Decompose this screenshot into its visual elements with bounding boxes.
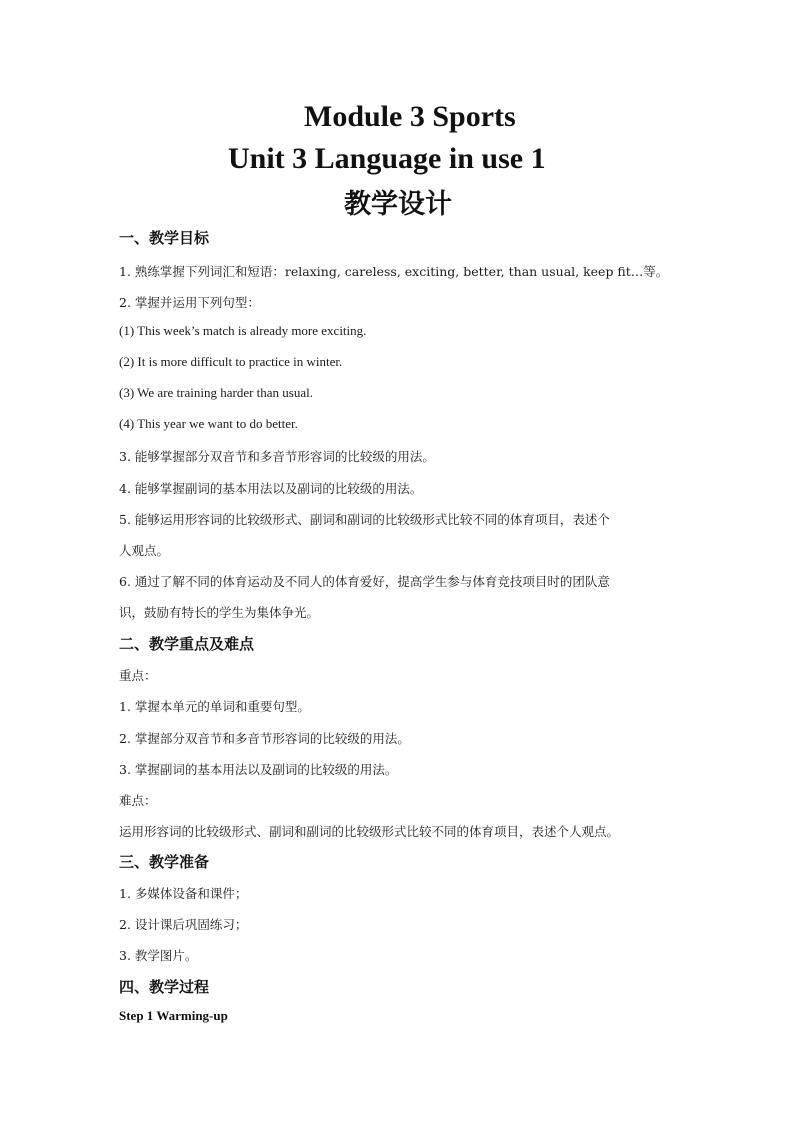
difficult-label: 难点： <box>119 793 157 808</box>
preparation-item: 2. 设计课后巩固练习； <box>119 917 248 932</box>
objective-item: 3. 能够掌握部分双音节和多音节形容词的比较级的用法。 <box>119 449 435 464</box>
sentence-pattern: (4) This year we want to do better. <box>119 416 298 431</box>
objective-item-continued: 人观点。 <box>119 543 170 558</box>
sentence-pattern: (3) We are training harder than usual. <box>119 385 313 400</box>
sentence-pattern: (2) It is more difficult to practice in winter. <box>119 354 343 369</box>
preparation-item: 3. 教学图片。 <box>119 948 198 963</box>
objective-item: 6. 通过了解不同的体育运动及不同人的体育爱好，提高学生参与体育竞技项目时的团队意 <box>119 574 610 589</box>
section-heading-process: 四、教学过程 <box>119 978 210 996</box>
unit-title: Unit 3 Language in use 1 <box>228 142 546 175</box>
preparation-item: 1. 多媒体设备和课件； <box>119 886 248 901</box>
section-heading-preparation: 三、教学准备 <box>119 853 210 871</box>
key-item: 1. 掌握本单元的单词和重要句型。 <box>119 699 310 714</box>
module-title: Module 3 Sports <box>304 100 516 133</box>
objective-item: 2. 掌握并运用下列句型： <box>119 295 260 310</box>
section-heading-key-points: 二、教学重点及难点 <box>119 635 255 653</box>
objective-item: 1. 熟练掌握下列词汇和短语：relaxing, careless, exciting, better, than usual, keep fit…等。 <box>119 264 669 279</box>
design-title: 教学设计 <box>344 189 452 220</box>
objective-item: 5. 能够运用形容词的比较级形式、副词和副词的比较级形式比较不同的体育项目，表述个 <box>119 512 610 527</box>
objective-item-continued: 识，鼓励有特长的学生为集体争光。 <box>119 605 320 620</box>
sentence-pattern: (1) This week’s match is already more exciting. <box>119 323 367 338</box>
objective-item: 4. 能够掌握副词的基本用法以及副词的比较级的用法。 <box>119 481 423 496</box>
step-heading: Step 1 Warming-up <box>119 1008 228 1023</box>
difficult-text: 运用形容词的比较级形式、副词和副词的比较级形式比较不同的体育项目，表述个人观点。 <box>119 824 620 839</box>
key-item: 2. 掌握部分双音节和多音节形容词的比较级的用法。 <box>119 731 410 746</box>
key-item: 3. 掌握副词的基本用法以及副词的比较级的用法。 <box>119 762 398 777</box>
key-label: 重点： <box>119 668 157 683</box>
section-heading-objectives: 一、教学目标 <box>119 229 210 247</box>
